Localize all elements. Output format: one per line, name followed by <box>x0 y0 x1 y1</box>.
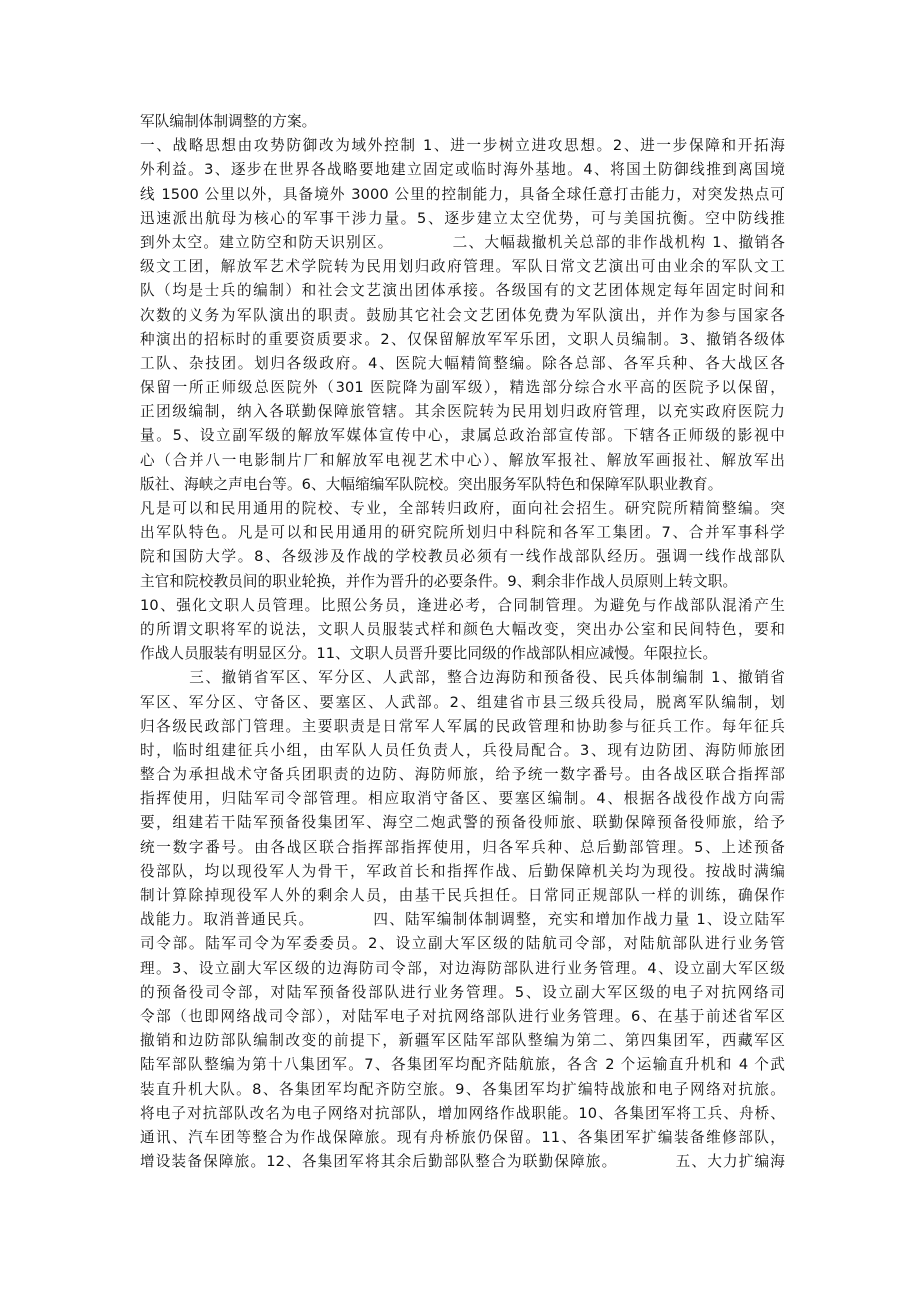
text-line: 一、战略思想由攻势防御改为域外控制 1、进一步树立进攻思想。2、进一步保障和开拓海 <box>140 137 785 155</box>
text-line: 的预备役司令部，对陆军预备役部队进行业务管理。5、设立副大军区级的电子对抗网络司 <box>140 983 785 1001</box>
text-line: 队（均是士兵的编制）和社会文艺演出团体承接。各级国有的文艺团体规定每年固定时间和 <box>140 282 785 300</box>
text-line: 凡是可以和民用通用的院校、专业，全部转归政府，面向社会招生。研究院所精简整编。突 <box>140 500 785 517</box>
text-line: 将电子对抗部队改名为电子网络对抗部队，增加网络作战职能。10、各集团军将工兵、舟桥、 <box>140 1104 785 1122</box>
text-line: 出军队特色。凡是可以和民用通用的研究院所划归中科院和各军工集团。7、合并军事科学 <box>140 524 785 542</box>
text-line: 司令部。陆军司令为军委委员。2、设立副大军区级的陆航司令部，对陆航部队进行业务管 <box>140 935 785 953</box>
text-line: 主官和院校教员间的职业轮换，并作为晋升的必要条件。9、剩余非作战人员原则上转文职。 <box>140 572 738 590</box>
text-line: 外利益。3、逐步在世界各战略要地建立固定或临时海外基地。4、将国土防御线推到离国境 <box>140 161 785 179</box>
text-line: 10、强化文职人员管理。比照公务员，逢进必考，合同制管理。为避免与作战部队混淆产生 <box>140 596 785 614</box>
text-line: 要，组建若干陆军预备役集团军、海空二炮武警的预备役师旅、联勤保障预备役师旅，给予 <box>140 814 785 832</box>
text-line: 种演出的招标时的重要资质要求。2、仅保留解放军军乐团，文职人员编制。3、撤销各级体 <box>140 330 785 348</box>
text-line: 归各级民政部门管理。主要职责是日常军人军属的民政管理和协助参与征兵工作。每年征兵 <box>140 717 785 735</box>
text-line: 指挥使用，归陆军司令部管理。相应取消守备区、要塞区编制。4、根据各战役作战方向需 <box>140 790 785 808</box>
text-line: 迅速派出航母为核心的军事干涉力量。5、逐步建立太空优势，可与美国抗衡。空中防线推 <box>140 209 785 227</box>
document-title: 军队编制体制调整的方案。 <box>140 113 317 130</box>
text-line: 令部（也即网络战司令部），对陆军电子对抗网络部队进行业务管理。6、在基于前述省军区 <box>140 1007 785 1025</box>
text-line: 保留一所正师级总医院外（301 医院降为副军级），精选部分综合水平高的医院予以保留， <box>140 379 785 397</box>
text-line: 次数的义务为军队演出的职责。鼓励其它社会文艺团体免费为军队演出，并作为参与国家各 <box>140 306 785 324</box>
text-line: 心（合并八一电影制片厂和解放军电视艺术中心）、解放军报社、解放军画报社、解放军出 <box>140 451 785 469</box>
text-line: 工队、杂技团。划归各级政府。4、医院大幅精简整编。除各总部、各军兵种、各大战区各 <box>140 354 785 372</box>
text-line: 版社、海峡之声电台等。6、大幅缩编军队院校。突出服务军队特色和保障军队职业教育。 <box>140 475 723 493</box>
text-line: 正团级编制，纳入各联勤保障旅管辖。其余医院转为民用划归政府管理，以充实政府医院力 <box>140 403 785 421</box>
text-line: 整合为承担战术守备兵团职责的边防、海防师旅，给予统一数字番号。由各战区联合指挥部 <box>140 766 785 784</box>
text-line: 统一数字番号。由各战区联合指挥部指挥使用，归各军兵种、总后勤部管理。5、上述预备 <box>140 838 785 856</box>
text-line: 通讯、汽车团等整合为作战保障旅。现有舟桥旅仍保留。11、各集团军扩编装备维修部队， <box>140 1128 785 1146</box>
text-line: 作战人员服装有明显区分。11、文职人员晋升要比同级的作战部队相应减慢。年限拉长。 <box>140 645 718 663</box>
text-line: 装直升机大队。8、各集团军均配齐防空旅。9、各集团军均扩编特战旅和电子网络对抗旅。 <box>140 1080 785 1098</box>
text-line: 量。5、设立副军级的解放军媒体宣传中心，隶属总政治部宣传部。下辖各正师级的影视中 <box>140 427 785 445</box>
text-line: 战能力。取消普通民兵。 四、陆军编制体制调整，充实和增加作战力量 1、设立陆军 <box>140 911 785 929</box>
text-line: 陆军部队整编为第十八集团军。7、各集团军均配齐陆航旅，各含 2 个运输直升机和 4 个武 <box>140 1056 785 1074</box>
text-line: 三、撤销省军区、军分区、人武部，整合边海防和预备役、民兵体制编制 1、撤销省 <box>140 669 785 687</box>
text-line: 到外太空。建立防空和防天识别区。 二、大幅裁撤机关总部的非作战机构 1、撤销各 <box>140 233 785 251</box>
text-line: 时，临时组建征兵小组，由军队人员任负责人，兵役局配合。3、现有边防团、海防师旅团 <box>140 741 785 759</box>
text-line: 军区、军分区、守备区、要塞区、人武部。2、组建省市县三级兵役局，脱离军队编制，划 <box>140 693 785 711</box>
text-line: 役部队，均以现役军人为骨干，军政首长和指挥作战、后勤保障机关均为现役。按战时满编 <box>140 862 785 880</box>
text-line: 的所谓文职将军的说法，文职人员服装式样和颜色大幅改变，突出办公室和民间特色，要和 <box>140 620 785 638</box>
text-line: 级文工团，解放军艺术学院转为民用划归政府管理。军队日常文艺演出可由业余的军队文工 <box>140 258 785 276</box>
text-line: 撤销和边防部队编制改变的前提下，新疆军区陆军部队整编为第二、第四集团军，西藏军区 <box>140 1032 785 1050</box>
text-line: 理。3、设立副大军区级的边海防司令部，对边海防部队进行业务管理。4、设立副大军区级 <box>140 959 785 977</box>
text-line: 制计算除掉现役军人外的剩余人员，由基干民兵担任。日常同正规部队一样的训练，确保作 <box>140 887 785 904</box>
text-line: 增设装备保障旅。12、各集团军将其余后勤部队整合为联勤保障旅。 五、大力扩编海 <box>140 1153 785 1171</box>
text-line: 院和国防大学。8、各级涉及作战的学校教员必须有一线作战部队经历。强调一线作战部队 <box>140 548 785 566</box>
document-page <box>140 110 785 1174</box>
text-line: 线 1500 公里以外，具备境外 3000 公里的控制能力，具备全球任意打击能力，对突发热点可 <box>140 185 785 203</box>
